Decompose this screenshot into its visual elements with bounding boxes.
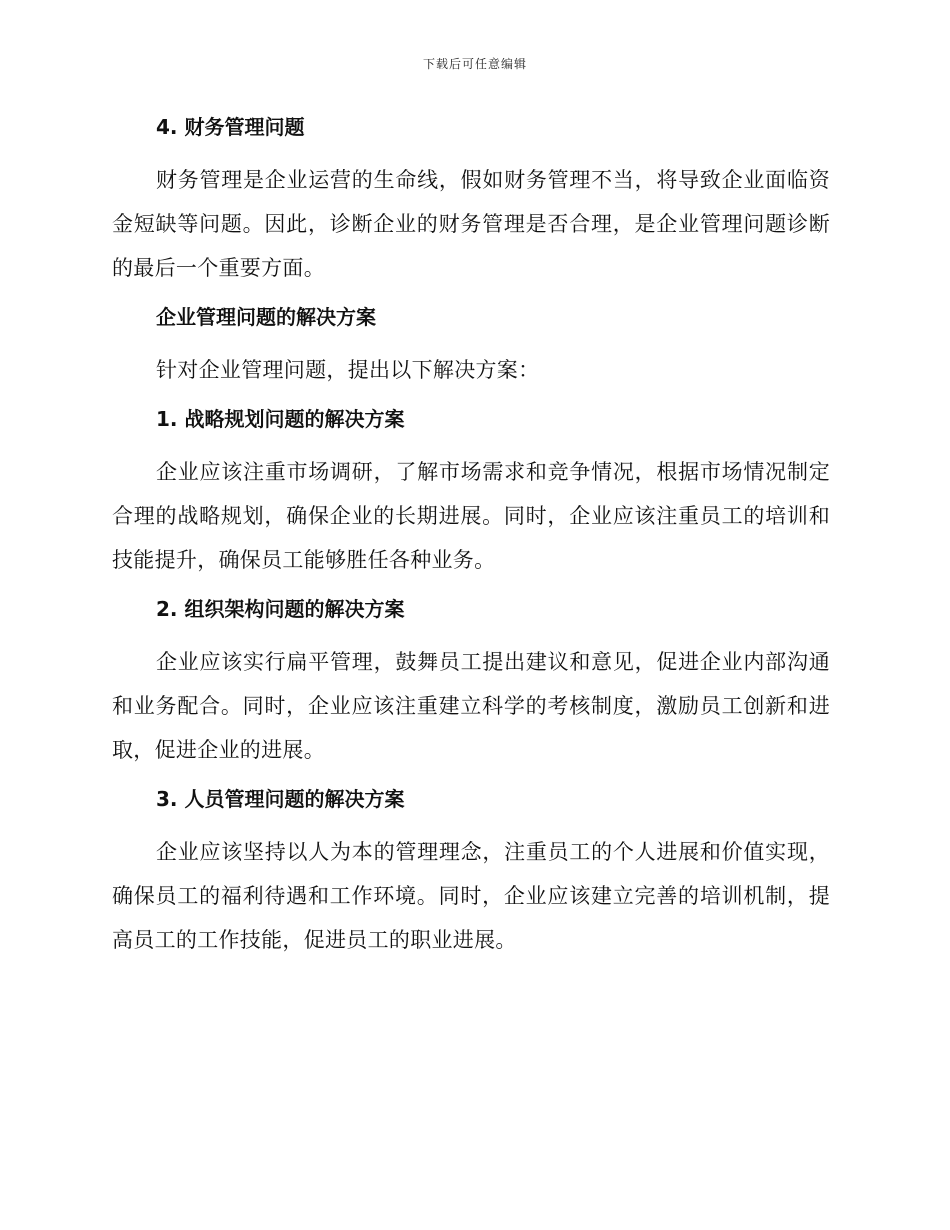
paragraph-organization: 企业应该实行扁平管理，鼓舞员工提出建议和意见，促进企业内部沟通和业务配合。同时，企业应该注重建立科学的考核制度，激励员工创新和进取，促进企业的进展。 <box>112 650 830 762</box>
section-heading-organization: 2. 组织架构问题的解决方案 <box>156 597 405 621</box>
section-heading-personnel: 3. 人员管理问题的解决方案 <box>156 787 405 811</box>
paragraph-personnel: 企业应该坚持以人为本的管理理念，注重员工的个人进展和价值实现，确保员工的福利待遇和工作环境。同时，企业应该建立完善的培训机制，提高员工的工作技能，促进员工的职业进展。 <box>112 840 830 952</box>
section-heading-strategy: 1. 战略规划问题的解决方案 <box>156 407 405 431</box>
section-heading-finance: 4. 财务管理问题 <box>156 115 305 139</box>
paragraph-strategy: 企业应该注重市场调研，了解市场需求和竞争情况，根据市场情况制定合理的战略规划，确保企业的长期进展。同时，企业应该注重员工的培训和技能提升，确保员工能够胜任各种业务。 <box>112 460 830 572</box>
page-header: 下载后可任意编辑 <box>422 57 527 71</box>
section-heading-solutions: 企业管理问题的解决方案 <box>156 305 376 329</box>
document-body <box>112 110 830 972</box>
paragraph-solutions-intro: 针对企业管理问题，提出以下解决方案： <box>156 358 540 382</box>
paragraph-finance: 财务管理是企业运营的生命线，假如财务管理不当，将导致企业面临资金短缺等问题。因此，诊断企业的财务管理是否合理，是企业管理问题诊断的最后一个重要方面。 <box>112 168 830 280</box>
